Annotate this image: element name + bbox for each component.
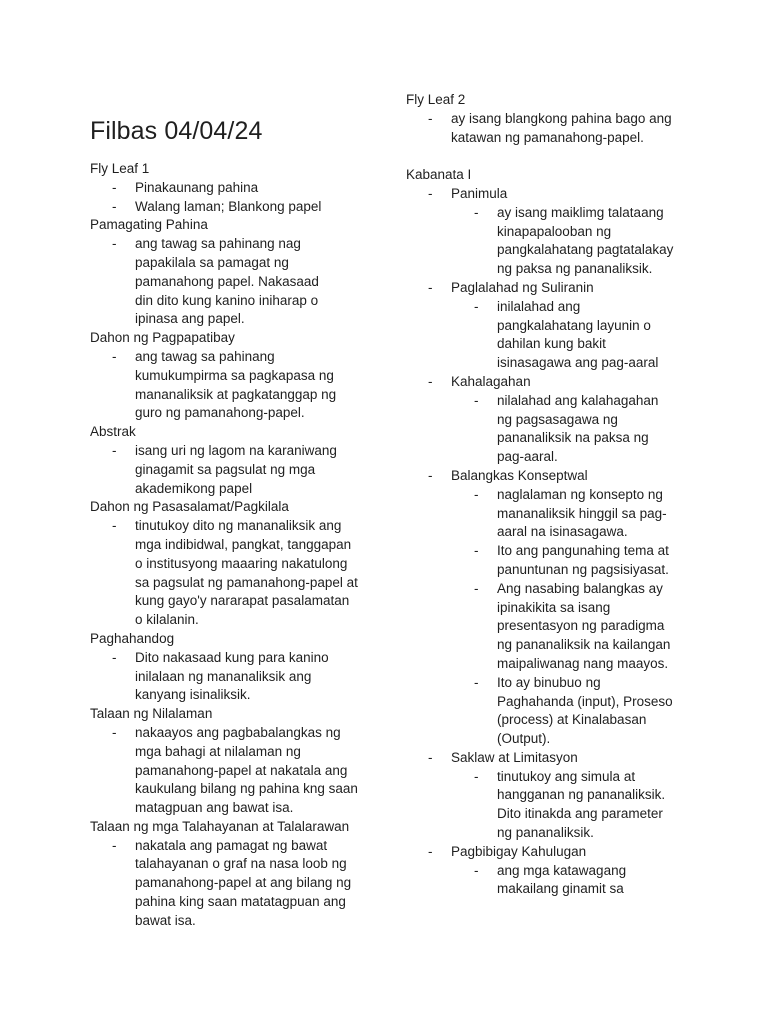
section-heading: Paghahandog: [90, 630, 175, 646]
subsection-heading: - Saklaw at Limitasyon: [428, 749, 578, 765]
list-item: - ang tawag sa pahinang nag papakilala sa pamagat ng pamanahong papel. Nakasaad din dito kung kanino iniharap o ipinasa ang papel.: [112, 236, 319, 327]
list-item: - ang tawag sa pahinang kumukumpirma sa pagkapasa ng mananaliksik at pagkatanggap ng guro ng pamanahong-papel.: [112, 348, 337, 421]
list-item: - inilalahad ang pangkalahatang layunin o dahilan kung bakit isinasagawa ang pag-aaral: [474, 298, 659, 371]
subsection-heading: - Kahalagahan: [428, 373, 531, 389]
list-item: - Ito ang pangunahing tema at panuntunan ng pagsisiyasat.: [474, 543, 669, 577]
list-item: - nakaayos ang pagbabalangkas ng mga bahagi at nilalaman ng pamanahong-papel at nakatala ang kaukulang bilang ng pahina kng saan matagpuan ang bawat isa.: [112, 724, 358, 816]
list-item: - nakatala ang pamagat ng bawat talahayanan o graf na nasa loob ng pamanahong-papel at ang bilang ng pahina king saan matatagpuan ang bawat isa.: [112, 837, 352, 928]
section-heading: Fly Leaf 2: [406, 92, 466, 107]
section-heading: Abstrak: [90, 424, 136, 440]
list-item: - ang mga katawagang makailang ginamit sa: [474, 862, 627, 897]
list-item: - Ito ay binubuo ng Paghahanda (input), Proseso (process) at Kinalabasan (Output).: [474, 674, 673, 747]
section-heading: Fly Leaf 1: [90, 161, 150, 176]
list-item: - tinutukoy ang simula at hangganan ng pananaliksik. Dito itinakda ang parameter ng pananaliksik.: [474, 768, 666, 841]
list-item: - isang uri ng lagom na karaniwang ginagamit sa pagsulat ng mga akademikong papel: [112, 442, 337, 496]
list-item: - ay isang blangkong pahina bago ang katawan ng pamanahong-papel.: [428, 110, 672, 145]
list-item: - naglalaman ng konsepto ng mananaliksik hinggil sa pag-aaral na isinasagawa.: [474, 486, 667, 540]
subsection-heading: - Paglalahad ng Suliranin: [428, 279, 594, 295]
page-title: Filbas 04/04/24: [90, 117, 263, 145]
list-item: - Walang laman; Blankong papel: [112, 198, 322, 214]
section-heading: Dahon ng Pasasalamat/Pagkilala: [90, 499, 289, 515]
section-heading: Talaan ng mga Talahayanan at Talalarawan: [90, 818, 350, 834]
list-item: - tinutukoy dito ng mananaliksik ang mga indibidwal, pangkat, tanggapan o institusyong maaaring nakatulong sa pagsulat ng pamanahong-papel at kung gayo'y nararapat pasalamatan o kilalanin.: [112, 518, 358, 628]
subsection-heading: - Pagbibigay Kahulugan: [428, 843, 587, 859]
list-item: - Pinakaunang pahina: [112, 179, 259, 195]
subsection-heading: - Balangkas Konseptwal: [428, 467, 588, 483]
list-item: - nilalahad ang kalahagahan ng pagsasagawa ng pananaliksik na paksa ng pag-aaral.: [474, 392, 659, 465]
section-heading: Pamagating Pahina: [90, 217, 208, 233]
section-heading: Dahon ng Pagpapatibay: [90, 330, 235, 346]
left-column: [90, 160, 370, 931]
list-item: - ay isang maiklimg talataang kinapapalooban ng pangkalahatang pagtatalakay ng paksa ng pananaliksik.: [474, 204, 674, 277]
section-heading: Talaan ng Nilalaman: [90, 706, 213, 722]
section-heading: Kabanata I: [406, 167, 472, 183]
right-column: [406, 91, 696, 899]
list-item: - Dito nakasaad kung para kanino inilalaan ng mananaliksik ang kanyang isinaliksik.: [112, 649, 329, 703]
list-item: - Ang nasabing balangkas ay ipinakikita sa isang presentasyon ng paradigma ng pananaliksik na kailangan maipaliwanag nang maayos.: [474, 580, 671, 671]
subsection-heading: - Panimula: [428, 185, 508, 201]
